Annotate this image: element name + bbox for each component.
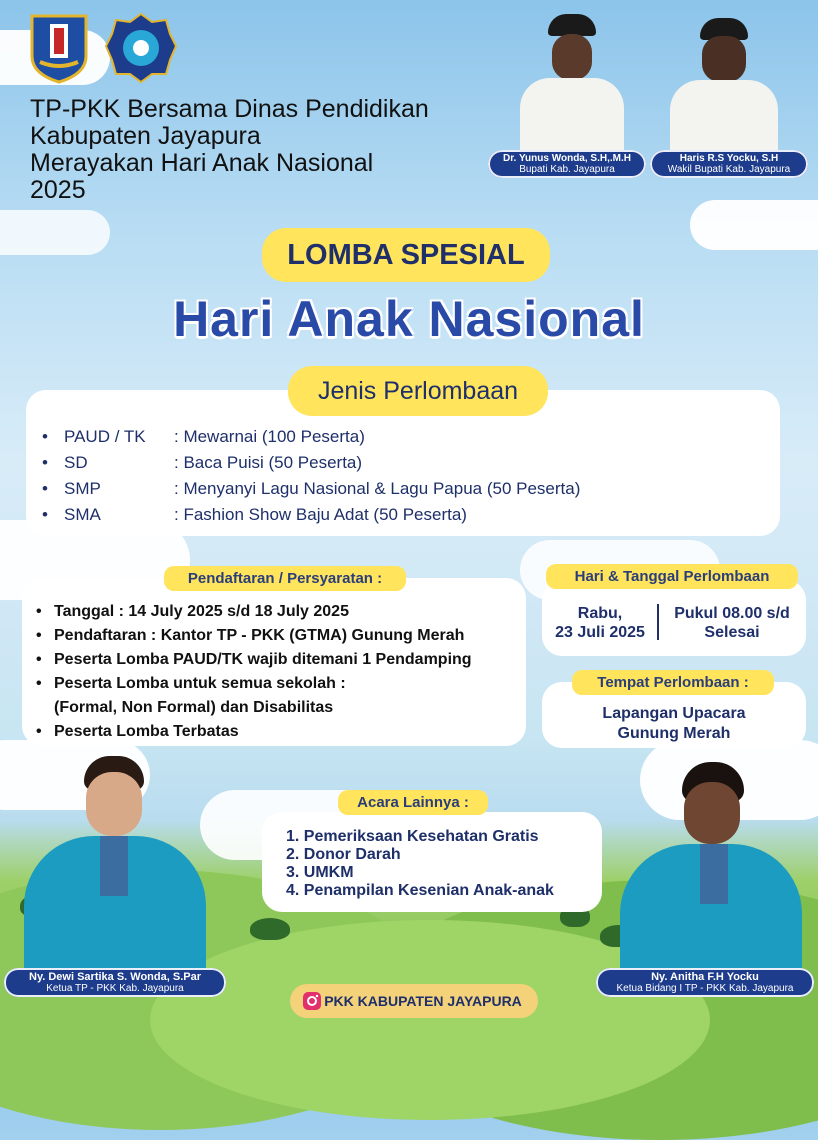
cloud [0, 210, 110, 255]
list-item: • Pendaftaran : Kantor TP - PKK (GTMA) Gunung Merah [32, 624, 522, 648]
competitions-label-text: Jenis Perlombaan [317, 377, 519, 405]
title-line: Merayakan Hari Anak Nasional [30, 149, 374, 177]
list-item: 1. Pemeriksaan Kesehatan Gratis [286, 828, 539, 845]
official-photo-regent [510, 14, 630, 154]
event-badge [262, 228, 550, 282]
competition-level: PAUD / TK [64, 427, 146, 446]
other-events-label: Acara Lainnya : [338, 790, 488, 815]
title-line: 2025 [30, 176, 86, 204]
instagram-icon [302, 991, 322, 1011]
host-caption [4, 968, 226, 997]
official-caption [650, 150, 808, 178]
schedule-time-line: Pukul 08.00 s/d [674, 605, 790, 622]
schedule-date [548, 604, 652, 642]
official-photo-vice-regent [664, 14, 784, 154]
host-name: Ny. Anitha F.H Yocku [651, 971, 759, 983]
competition-text: : Mewarnai (100 Peserta) [174, 427, 365, 446]
competition-level: SD [64, 453, 88, 472]
schedule-time-line: Selesai [704, 624, 760, 641]
official-role: Bupati Kab. Jayapura [519, 164, 615, 175]
schedule-label: Hari & Tanggal Perlombaan [546, 564, 798, 589]
list-item: 2. Donor Darah [286, 846, 401, 863]
registration-label: Pendaftaran / Persyaratan : [164, 566, 406, 591]
schedule-date-text: 23 Juli 2025 [555, 624, 645, 641]
host-caption [596, 968, 814, 997]
list-item: • Peserta Lomba untuk semua sekolah : [32, 672, 522, 696]
host-name: Ny. Dewi Sartika S. Wonda, S.Par [29, 971, 201, 983]
event-headline: Hari Anak Nasional [173, 291, 645, 347]
event-badge-text: LOMBA SPESIAL [287, 239, 525, 271]
venue-line: Lapangan Upacara [602, 705, 746, 722]
title-line: TP-PKK Bersama Dinas Pendidikan [30, 95, 429, 123]
competitions-label [288, 366, 548, 416]
instagram-handle: PKK KABUPATEN JAYAPURA [324, 993, 522, 1009]
list-sub-item [32, 696, 522, 720]
host-photo-right [616, 760, 806, 972]
other-events-list [286, 828, 596, 900]
list-item: • SMP : Menyanyi Lagu Nasional & Lagu Papua (50 Peserta) [42, 476, 762, 502]
instagram-badge[interactable] [290, 984, 538, 1018]
list-item: • SMA : Fashion Show Baju Adat (50 Peserta) [42, 502, 762, 528]
competition-text: : Baca Puisi (50 Peserta) [174, 453, 363, 472]
official-name: Haris R.S Yocku, S.H [679, 153, 779, 164]
tree [250, 918, 290, 940]
competition-level: SMA [64, 505, 101, 524]
list-item: • Peserta Lomba PAUD/TK wajib ditemani 1 Pendamping [32, 648, 522, 672]
host-photo-left [20, 752, 210, 972]
schedule-day: Rabu, [577, 605, 623, 622]
list-item: • PAUD / TK : Mewarnai (100 Peserta) [42, 424, 762, 450]
jayapura-regency-logo [28, 12, 90, 84]
pkk-logo [104, 12, 178, 84]
official-role: Wakil Bupati Kab. Jayapura [667, 164, 791, 175]
list-item: • Tanggal : 14 July 2025 s/d 18 July 2025 [32, 600, 522, 624]
official-caption [488, 150, 646, 178]
list-item: 4. Penampilan Kesenian Anak-anak [286, 882, 554, 899]
host-role: Ketua Bidang I TP - PKK Kab. Jayapura [616, 983, 794, 994]
list-item: • Peserta Lomba Terbatas [32, 720, 522, 744]
header-title [30, 96, 500, 204]
competition-text: : Fashion Show Baju Adat (50 Peserta) [174, 505, 467, 524]
cloud [690, 200, 818, 250]
schedule-time [662, 604, 802, 642]
competition-level: SMP [64, 479, 101, 498]
host-role: Ketua TP - PKK Kab. Jayapura [46, 983, 184, 994]
schedule-divider [657, 604, 659, 640]
competitions-list [42, 424, 762, 528]
title-line: Kabupaten Jayapura [30, 122, 261, 150]
venue-text [542, 704, 806, 744]
list-item: • SD : Baca Puisi (50 Peserta) [42, 450, 762, 476]
official-name: Dr. Yunus Wonda, S.H,.M.H [503, 153, 631, 164]
registration-list [32, 600, 522, 744]
competition-text: : Menyanyi Lagu Nasional & Lagu Papua (50 Peserta) [174, 479, 581, 498]
venue-label: Tempat Perlombaan : [572, 670, 774, 695]
list-item: 3. UMKM [286, 864, 354, 881]
venue-line: Gunung Merah [617, 725, 731, 742]
sub-line: (Formal, Non Formal) dan Disabilitas [54, 699, 334, 716]
